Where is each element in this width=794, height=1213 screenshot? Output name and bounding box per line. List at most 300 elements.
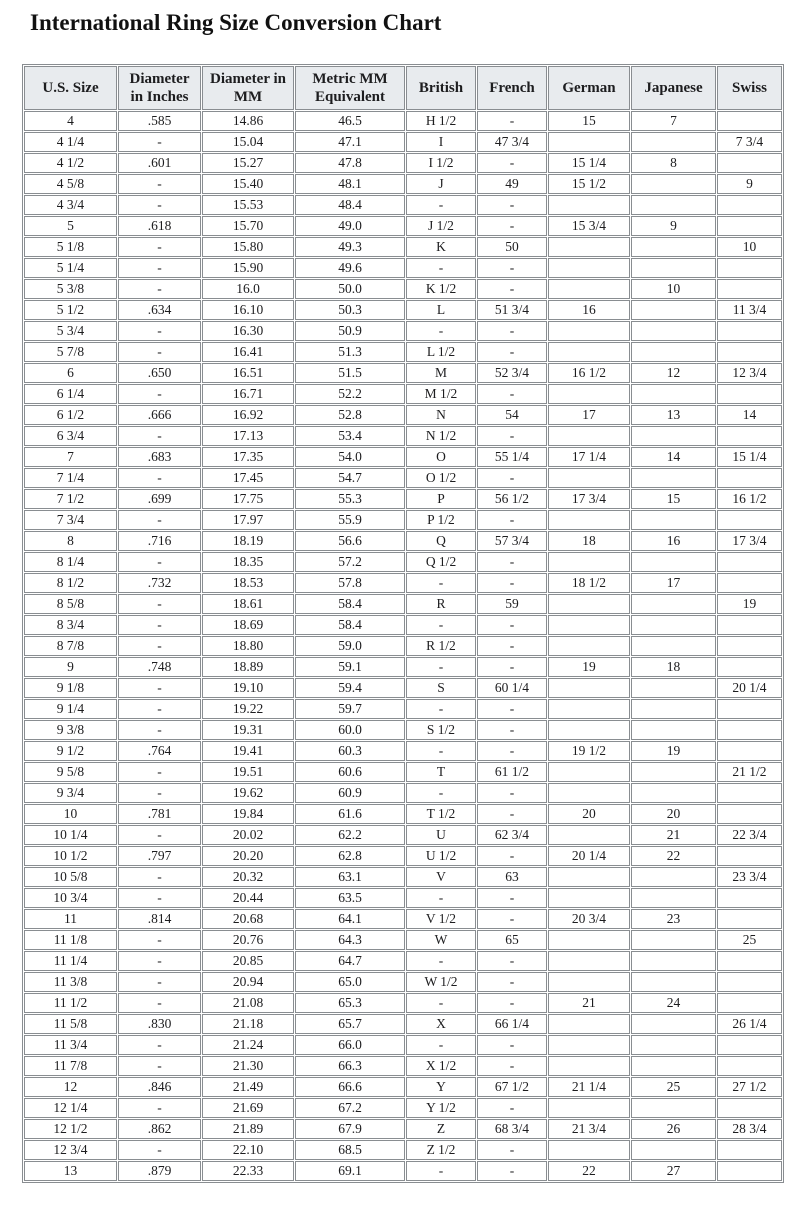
table-cell: 12 3/4: [24, 1140, 117, 1160]
table-row: [24, 720, 782, 740]
table-row: [24, 846, 782, 866]
table-cell: O 1/2: [406, 468, 476, 488]
table-cell: 68 3/4: [477, 1119, 547, 1139]
table-cell: .797: [118, 846, 201, 866]
table-cell: 4 3/4: [24, 195, 117, 215]
table-cell: [631, 384, 716, 404]
table-cell: 4 1/4: [24, 132, 117, 152]
table-cell: [631, 1056, 716, 1076]
table-cell: -: [406, 888, 476, 908]
table-cell: 12 1/2: [24, 1119, 117, 1139]
table-cell: -: [118, 384, 201, 404]
table-cell: 49.0: [295, 216, 405, 236]
table-cell: 10 5/8: [24, 867, 117, 887]
table-row: [24, 1098, 782, 1118]
table-row: [24, 783, 782, 803]
table-cell: [717, 111, 782, 131]
table-cell: 18 1/2: [548, 573, 630, 593]
table-cell: 67.9: [295, 1119, 405, 1139]
table-cell: -: [118, 867, 201, 887]
table-cell: [548, 384, 630, 404]
table-row: [24, 447, 782, 467]
table-cell: 12 3/4: [717, 363, 782, 383]
table-row: [24, 1056, 782, 1076]
table-cell: I: [406, 132, 476, 152]
table-cell: 8: [24, 531, 117, 551]
table-cell: [717, 153, 782, 173]
table-cell: 55.3: [295, 489, 405, 509]
table-cell: [548, 594, 630, 614]
table-cell: .650: [118, 363, 201, 383]
table-cell: -: [406, 783, 476, 803]
table-cell: 16.71: [202, 384, 294, 404]
table-cell: -: [406, 1161, 476, 1181]
table-cell: 26 1/4: [717, 1014, 782, 1034]
table-cell: 22.33: [202, 1161, 294, 1181]
table-cell: -: [406, 195, 476, 215]
table-cell: 11 1/8: [24, 930, 117, 950]
table-cell: 18.61: [202, 594, 294, 614]
table-cell: 21.49: [202, 1077, 294, 1097]
table-row: [24, 153, 782, 173]
column-header: German: [548, 66, 630, 110]
table-cell: -: [477, 1140, 547, 1160]
table-cell: 56.6: [295, 531, 405, 551]
table-cell: 60 1/4: [477, 678, 547, 698]
table-cell: 63.1: [295, 867, 405, 887]
table-cell: 59.0: [295, 636, 405, 656]
table-cell: [717, 573, 782, 593]
table-row: [24, 1161, 782, 1181]
table-cell: 15.40: [202, 174, 294, 194]
table-cell: -: [118, 972, 201, 992]
table-cell: [631, 237, 716, 257]
table-cell: 15 1/4: [548, 153, 630, 173]
table-cell: 9 1/8: [24, 678, 117, 698]
table-cell: 50.3: [295, 300, 405, 320]
table-cell: 19.31: [202, 720, 294, 740]
table-cell: 16.41: [202, 342, 294, 362]
table-cell: -: [118, 426, 201, 446]
table-cell: [717, 657, 782, 677]
table-cell: 52.8: [295, 405, 405, 425]
column-header: Swiss: [717, 66, 782, 110]
table-cell: 14: [717, 405, 782, 425]
table-cell: 20.68: [202, 909, 294, 929]
table-cell: .601: [118, 153, 201, 173]
table-cell: [717, 993, 782, 1013]
table-cell: .699: [118, 489, 201, 509]
table-cell: 9: [717, 174, 782, 194]
table-cell: 52.2: [295, 384, 405, 404]
table-row: [24, 888, 782, 908]
table-cell: M 1/2: [406, 384, 476, 404]
table-cell: 59.4: [295, 678, 405, 698]
table-cell: H 1/2: [406, 111, 476, 131]
table-cell: -: [118, 321, 201, 341]
column-header: Diameter in MM: [202, 66, 294, 110]
table-cell: 6 1/2: [24, 405, 117, 425]
table-cell: 17.45: [202, 468, 294, 488]
table-cell: 5: [24, 216, 117, 236]
table-cell: 7 3/4: [717, 132, 782, 152]
table-cell: 24: [631, 993, 716, 1013]
table-cell: 10 1/4: [24, 825, 117, 845]
table-cell: [717, 1098, 782, 1118]
table-cell: [548, 1056, 630, 1076]
table-cell: -: [477, 321, 547, 341]
table-cell: U 1/2: [406, 846, 476, 866]
table-cell: [717, 804, 782, 824]
table-cell: -: [477, 552, 547, 572]
table-cell: 16: [631, 531, 716, 551]
table-cell: 46.5: [295, 111, 405, 131]
table-cell: 27: [631, 1161, 716, 1181]
table-cell: .618: [118, 216, 201, 236]
table-cell: -: [477, 720, 547, 740]
table-cell: J 1/2: [406, 216, 476, 236]
table-cell: -: [406, 741, 476, 761]
table-cell: [548, 1014, 630, 1034]
table-cell: 18.69: [202, 615, 294, 635]
table-cell: 15.70: [202, 216, 294, 236]
table-cell: X: [406, 1014, 476, 1034]
table-cell: [631, 1014, 716, 1034]
column-header: U.S. Size: [24, 66, 117, 110]
table-cell: 16 1/2: [548, 363, 630, 383]
table-cell: 56 1/2: [477, 489, 547, 509]
table-cell: 57.2: [295, 552, 405, 572]
table-cell: .716: [118, 531, 201, 551]
table-cell: 10: [631, 279, 716, 299]
table-cell: 62.8: [295, 846, 405, 866]
table-cell: [717, 846, 782, 866]
table-cell: 63.5: [295, 888, 405, 908]
table-cell: 8 1/4: [24, 552, 117, 572]
table-cell: -: [118, 342, 201, 362]
table-cell: 21 1/2: [717, 762, 782, 782]
table-cell: [548, 720, 630, 740]
table-cell: 27 1/2: [717, 1077, 782, 1097]
table-cell: R: [406, 594, 476, 614]
table-cell: [717, 258, 782, 278]
column-header: Japanese: [631, 66, 716, 110]
table-cell: 15.90: [202, 258, 294, 278]
table-cell: -: [477, 741, 547, 761]
table-cell: [631, 699, 716, 719]
table-cell: -: [406, 657, 476, 677]
table-row: [24, 300, 782, 320]
table-cell: 48.1: [295, 174, 405, 194]
table-cell: 20: [631, 804, 716, 824]
table-cell: 26: [631, 1119, 716, 1139]
table-cell: -: [118, 1056, 201, 1076]
table-cell: 7 1/4: [24, 468, 117, 488]
table-cell: 11 3/8: [24, 972, 117, 992]
table-cell: [548, 888, 630, 908]
table-row: [24, 174, 782, 194]
table-cell: [717, 342, 782, 362]
table-cell: 59.7: [295, 699, 405, 719]
table-cell: 50.0: [295, 279, 405, 299]
table-cell: 66.6: [295, 1077, 405, 1097]
table-row: [24, 615, 782, 635]
table-cell: -: [118, 762, 201, 782]
table-cell: 67 1/2: [477, 1077, 547, 1097]
table-cell: [548, 1035, 630, 1055]
table-cell: 17 1/4: [548, 447, 630, 467]
table-cell: 54: [477, 405, 547, 425]
table-row: [24, 510, 782, 530]
table-cell: [717, 426, 782, 446]
table-cell: [631, 783, 716, 803]
column-header: Metric MM Equivalent: [295, 66, 405, 110]
table-cell: 53.4: [295, 426, 405, 446]
table-row: [24, 426, 782, 446]
table-cell: -: [118, 510, 201, 530]
table-cell: 8 3/4: [24, 615, 117, 635]
table-cell: 9: [24, 657, 117, 677]
table-cell: 11 3/4: [24, 1035, 117, 1055]
table-cell: N 1/2: [406, 426, 476, 446]
table-cell: -: [118, 1035, 201, 1055]
table-cell: T 1/2: [406, 804, 476, 824]
table-cell: L 1/2: [406, 342, 476, 362]
table-cell: 5 3/4: [24, 321, 117, 341]
table-cell: -: [118, 888, 201, 908]
table-row: [24, 951, 782, 971]
table-cell: 19.62: [202, 783, 294, 803]
table-cell: -: [477, 426, 547, 446]
table-cell: [717, 1035, 782, 1055]
table-cell: L: [406, 300, 476, 320]
table-cell: [717, 510, 782, 530]
table-cell: 10: [717, 237, 782, 257]
table-cell: -: [118, 1098, 201, 1118]
table-cell: -: [406, 951, 476, 971]
table-cell: S: [406, 678, 476, 698]
table-cell: -: [477, 1056, 547, 1076]
table-cell: [717, 741, 782, 761]
table-cell: S 1/2: [406, 720, 476, 740]
table-cell: .585: [118, 111, 201, 131]
table-cell: [717, 216, 782, 236]
table-cell: 28 3/4: [717, 1119, 782, 1139]
table-cell: 54.0: [295, 447, 405, 467]
table-cell: [631, 468, 716, 488]
table-cell: 22: [631, 846, 716, 866]
table-cell: [631, 342, 716, 362]
table-cell: -: [477, 1035, 547, 1055]
table-cell: 19 1/2: [548, 741, 630, 761]
table-cell: 6 3/4: [24, 426, 117, 446]
table-cell: 51.3: [295, 342, 405, 362]
table-row: [24, 804, 782, 824]
table-cell: .732: [118, 573, 201, 593]
table-cell: -: [406, 993, 476, 1013]
table-cell: 66 1/4: [477, 1014, 547, 1034]
table-cell: -: [477, 279, 547, 299]
table-cell: 7: [631, 111, 716, 131]
table-cell: [548, 951, 630, 971]
table-cell: 12: [24, 1077, 117, 1097]
table-cell: [548, 426, 630, 446]
table-cell: 17 3/4: [548, 489, 630, 509]
table-cell: 20.94: [202, 972, 294, 992]
table-cell: 16.0: [202, 279, 294, 299]
table-cell: 12 1/4: [24, 1098, 117, 1118]
table-cell: -: [477, 657, 547, 677]
column-header: French: [477, 66, 547, 110]
table-cell: -: [406, 258, 476, 278]
table-cell: 49.3: [295, 237, 405, 257]
table-cell: 19.22: [202, 699, 294, 719]
table-cell: -: [118, 594, 201, 614]
table-cell: 19: [631, 741, 716, 761]
table-cell: [631, 195, 716, 215]
table-cell: Y: [406, 1077, 476, 1097]
table-cell: .764: [118, 741, 201, 761]
table-row: [24, 825, 782, 845]
table-cell: 17 3/4: [717, 531, 782, 551]
table-cell: 25: [717, 930, 782, 950]
table-cell: 15.04: [202, 132, 294, 152]
table-cell: -: [118, 258, 201, 278]
table-cell: 18: [548, 531, 630, 551]
table-cell: -: [118, 132, 201, 152]
table-cell: -: [477, 258, 547, 278]
table-row: [24, 489, 782, 509]
table-cell: 62.2: [295, 825, 405, 845]
table-cell: [717, 720, 782, 740]
table-cell: -: [118, 951, 201, 971]
table-cell: [717, 909, 782, 929]
table-cell: -: [118, 993, 201, 1013]
table-cell: 8 5/8: [24, 594, 117, 614]
table-cell: 23: [631, 909, 716, 929]
table-row: [24, 573, 782, 593]
table-cell: -: [118, 237, 201, 257]
table-cell: -: [477, 510, 547, 530]
table-cell: 21.08: [202, 993, 294, 1013]
table-cell: [548, 258, 630, 278]
table-row: [24, 111, 782, 131]
table-cell: 7 1/2: [24, 489, 117, 509]
table-cell: [548, 195, 630, 215]
table-cell: 48.4: [295, 195, 405, 215]
table-cell: 9 1/2: [24, 741, 117, 761]
table-cell: .814: [118, 909, 201, 929]
table-cell: -: [118, 783, 201, 803]
table-cell: 6 1/4: [24, 384, 117, 404]
table-cell: [631, 426, 716, 446]
table-cell: 18.19: [202, 531, 294, 551]
table-cell: 4 5/8: [24, 174, 117, 194]
table-cell: 52 3/4: [477, 363, 547, 383]
table-cell: -: [477, 972, 547, 992]
table-cell: 50: [477, 237, 547, 257]
table-cell: 18: [631, 657, 716, 677]
table-cell: 60.0: [295, 720, 405, 740]
table-cell: 65.3: [295, 993, 405, 1013]
table-cell: Z 1/2: [406, 1140, 476, 1160]
table-cell: [631, 972, 716, 992]
table-row: [24, 342, 782, 362]
table-cell: 18.89: [202, 657, 294, 677]
table-cell: [717, 1161, 782, 1181]
table-cell: .634: [118, 300, 201, 320]
table-cell: 47.8: [295, 153, 405, 173]
table-cell: -: [118, 678, 201, 698]
table-cell: [548, 699, 630, 719]
table-cell: -: [118, 636, 201, 656]
table-cell: 9 3/8: [24, 720, 117, 740]
table-cell: V 1/2: [406, 909, 476, 929]
table-cell: 15 1/2: [548, 174, 630, 194]
table-cell: 20.85: [202, 951, 294, 971]
table-cell: J: [406, 174, 476, 194]
table-cell: -: [477, 699, 547, 719]
table-cell: [548, 1098, 630, 1118]
table-body: [24, 111, 782, 1181]
table-cell: [631, 174, 716, 194]
table-cell: [631, 678, 716, 698]
table-cell: 15.80: [202, 237, 294, 257]
table-cell: -: [406, 699, 476, 719]
table-cell: [717, 888, 782, 908]
table-cell: 51 3/4: [477, 300, 547, 320]
table-cell: 10: [24, 804, 117, 824]
table-row: [24, 909, 782, 929]
table-cell: R 1/2: [406, 636, 476, 656]
table-cell: 50.9: [295, 321, 405, 341]
table-cell: 22.10: [202, 1140, 294, 1160]
table-cell: .666: [118, 405, 201, 425]
table-cell: .748: [118, 657, 201, 677]
table-cell: [548, 762, 630, 782]
table-cell: -: [477, 216, 547, 236]
table-cell: 17.97: [202, 510, 294, 530]
table-cell: 59: [477, 594, 547, 614]
page-title: International Ring Size Conversion Chart: [30, 10, 442, 35]
table-row: [24, 657, 782, 677]
table-row: [24, 1035, 782, 1055]
table-cell: 21: [631, 825, 716, 845]
table-cell: 11: [24, 909, 117, 929]
table-cell: -: [477, 384, 547, 404]
table-cell: [717, 279, 782, 299]
table-cell: 25: [631, 1077, 716, 1097]
table-cell: [548, 783, 630, 803]
table-row: [24, 993, 782, 1013]
table-row: [24, 237, 782, 257]
table-row: [24, 930, 782, 950]
table-cell: 14: [631, 447, 716, 467]
table-cell: 21.89: [202, 1119, 294, 1139]
table-row: [24, 195, 782, 215]
table-cell: 17: [548, 405, 630, 425]
table-cell: -: [118, 699, 201, 719]
table-cell: -: [406, 1035, 476, 1055]
table-cell: Q 1/2: [406, 552, 476, 572]
table-cell: 20.20: [202, 846, 294, 866]
table-cell: 21.24: [202, 1035, 294, 1055]
column-header: British: [406, 66, 476, 110]
table-cell: [631, 762, 716, 782]
table-cell: 60.6: [295, 762, 405, 782]
table-cell: 69.1: [295, 1161, 405, 1181]
table-cell: 11 1/2: [24, 993, 117, 1013]
